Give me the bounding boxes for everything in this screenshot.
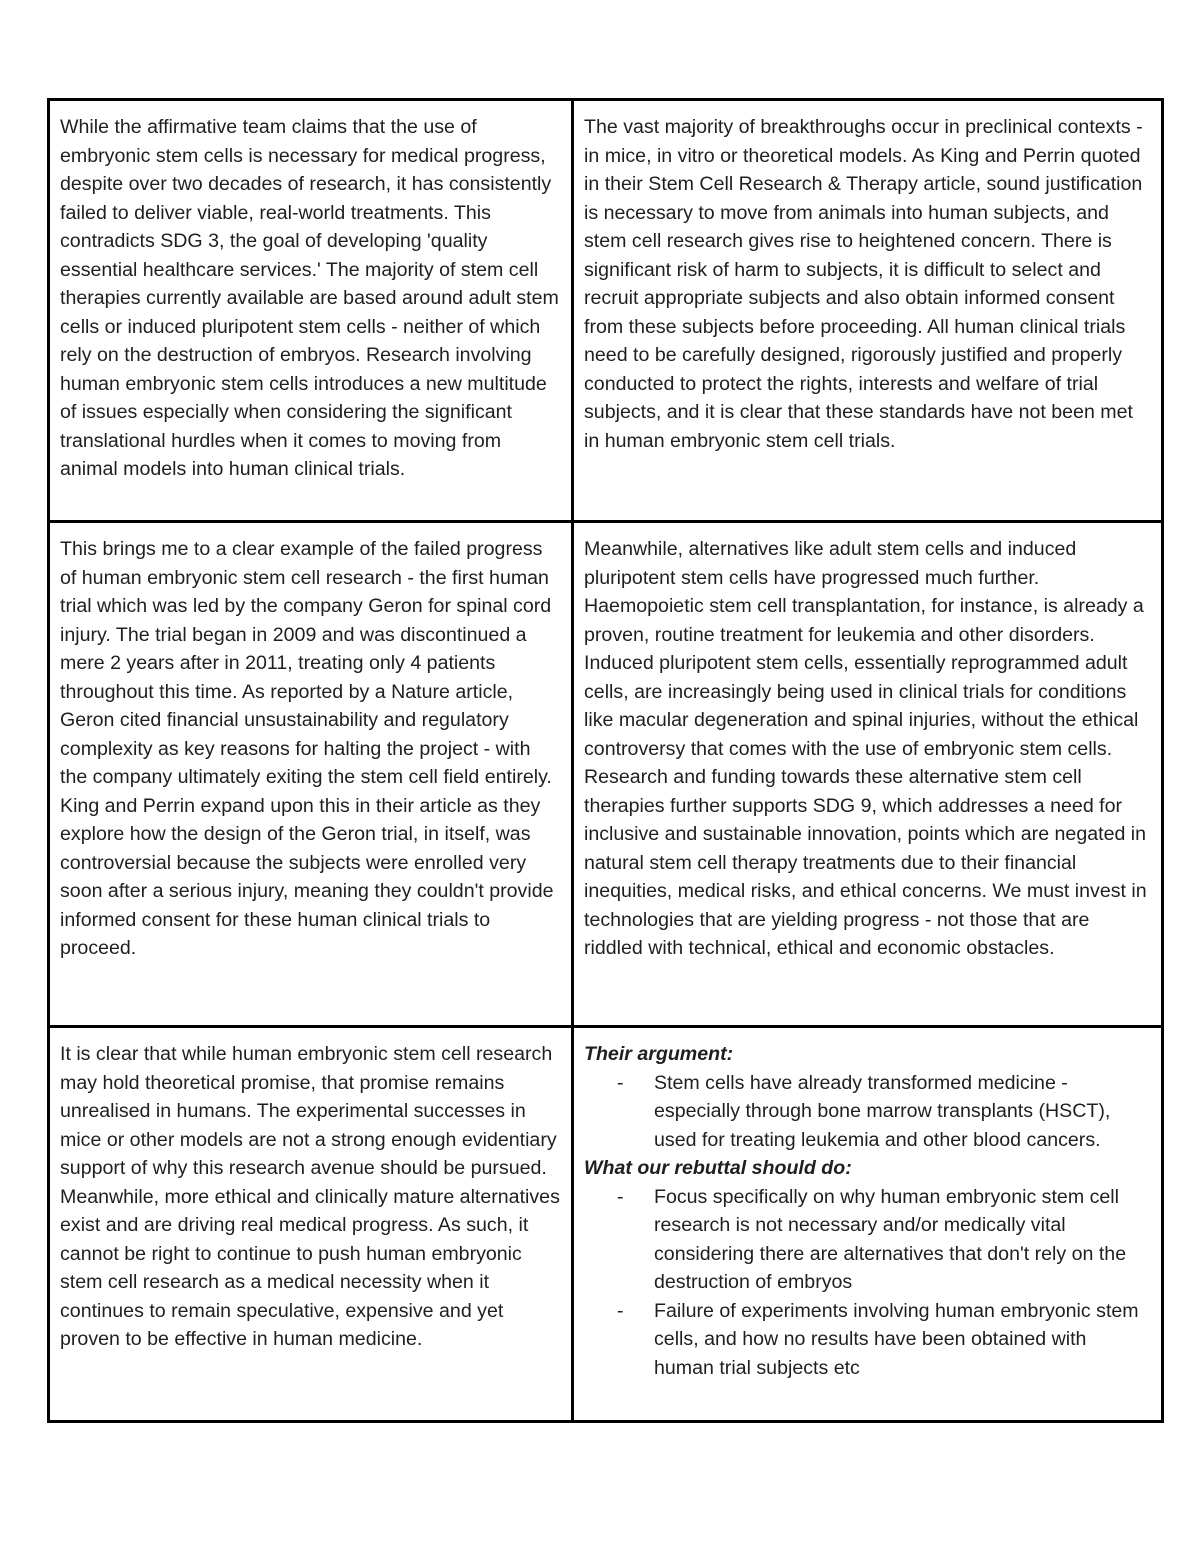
table-cell bbox=[49, 1027, 573, 1422]
table-row bbox=[49, 522, 1163, 1027]
table-row bbox=[49, 100, 1163, 522]
their-argument-list bbox=[584, 1069, 1151, 1155]
table-cell bbox=[573, 522, 1163, 1027]
paragraph: This brings me to a clear example of the failed progress of human embryonic stem cell research - the first human trial which was led by the company Geron for spinal cord injury. The trial began in 2009 and was discontinued a mere 2 years after in 2011, treating only 4 patients throughout this time. As reported by a Nature article, Geron cited financial unsustainability and regulatory complexity as key reasons for halting the project - with the company ultimately exiting the stem cell field entirely. King and Perrin expand upon this in their article as they explore how the design of the Geron trial, in itself, was controversial because the subjects were enrolled very soon after a serious injury, meaning they couldn't provide informed consent for these human clinical trials to proceed. bbox=[60, 538, 554, 959]
their-argument-heading: Their argument: bbox=[584, 1043, 734, 1065]
dash-bullet: - bbox=[617, 1299, 624, 1322]
list-item bbox=[584, 1183, 1151, 1297]
rebuttal-list bbox=[584, 1183, 1151, 1383]
paragraph: Meanwhile, alternatives like adult stem cells and induced pluripotent stem cells have progressed much further. Haemopoietic stem cell transplantation, for instance, is already a proven, routine treatment for leukemia and other disorders. Induced pluripotent stem cells, essentially reprogrammed adult cells, are increasingly being used in clinical trials for conditions like macular degeneration and spinal injuries, without the ethical controversy that comes with the use of embryonic stem cells. Research and funding towards these alternative stem cell therapies further supports SDG 9, which addresses a need for inclusive and sustainable innovation, points which are negated in natural stem cell therapy treatments due to their financial inequities, medical risks, and ethical concerns. We must invest in technologies that are yielding progress - not those that are riddled with technical, ethical and economic obstacles. bbox=[584, 538, 1147, 959]
debate-notes-table bbox=[47, 98, 1164, 1423]
table-cell bbox=[49, 100, 573, 522]
list-item-text: Stem cells have already transformed medicine - especially through bone marrow transplants (HSCT), used for treating leukemia and other blood cancers. bbox=[654, 1071, 1111, 1151]
list-item-text: Focus specifically on why human embryonic stem cell research is not necessary and/or medically vital considering there are alternatives that don't rely on the destruction of embryos bbox=[654, 1185, 1127, 1293]
paragraph: While the affirmative team claims that the use of embryonic stem cells is necessary for medical progress, despite over two decades of research, it has consistently failed to deliver viable, real-world treatments. This contradicts SDG 3, the goal of developing 'quality essential healthcare services.' The majority of stem cell therapies currently available are based around adult stem cells or induced pluripotent stem cells - neither of which rely on the destruction of embryos. Research involving human embryonic stem cells introduces a new multitude of issues especially when considering the significant translational hurdles when it comes to moving from animal models into human clinical trials. bbox=[60, 116, 559, 480]
paragraph: It is clear that while human embryonic stem cell research may hold theoretical promise, that promise remains unrealised in humans. The experimental successes in mice or other models are not a strong enough evidentiary support of why this research avenue should be pursued. Meanwhile, more ethical and clinically mature alternatives exist and are driving real medical progress. As such, it cannot be right to continue to push human embryonic stem cell research as a medical necessity when it continues to remain speculative, expensive and yet proven to be effective in human medicine. bbox=[60, 1043, 560, 1350]
table-cell bbox=[573, 100, 1163, 522]
rebuttal-heading: What our rebuttal should do: bbox=[584, 1157, 852, 1179]
list-item bbox=[584, 1069, 1151, 1155]
list-item-text: Failure of experiments involving human embryonic stem cells, and how no results have been obtained with human trial subjects etc bbox=[654, 1299, 1139, 1379]
list-item bbox=[584, 1297, 1151, 1383]
dash-bullet: - bbox=[617, 1071, 624, 1094]
paragraph: The vast majority of breakthroughs occur in preclinical contexts - in mice, in vitro or theoretical models. As King and Perrin quoted in their Stem Cell Research & Therapy article, sound justification is necessary to move from animals into human subjects, and stem cell research gives rise to heightened concern. There is significant risk of harm to subjects, it is difficult to select and recruit appropriate subjects and also obtain informed consent from these subjects before proceeding. All human clinical trials need to be carefully designed, rigorously justified and properly conducted to protect the rights, interests and welfare of trial subjects, and it is clear that these standards have not been met in human embryonic stem cell trials. bbox=[584, 116, 1143, 452]
table-row bbox=[49, 1027, 1163, 1422]
table-cell bbox=[573, 1027, 1163, 1422]
dash-bullet: - bbox=[617, 1185, 624, 1208]
table-cell bbox=[49, 522, 573, 1027]
